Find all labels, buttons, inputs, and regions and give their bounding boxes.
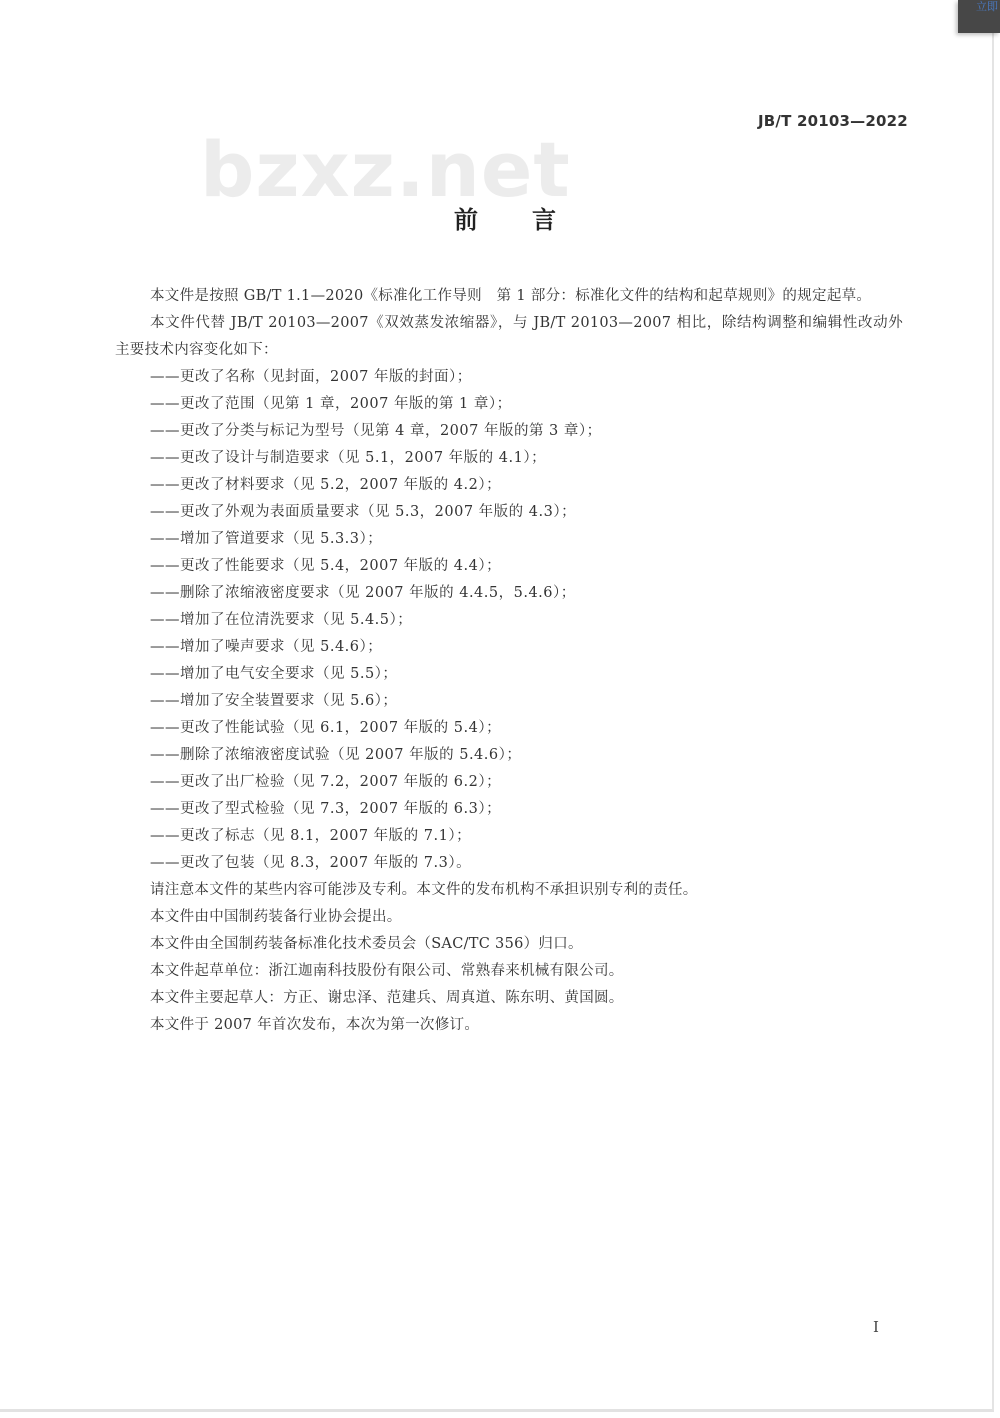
proposer-statement: 本文件由中国制药装备行业协会提出。 [150, 909, 402, 925]
revision-history: 本文件于 2007 年首次发布，本次为第一次修订。 [150, 1017, 480, 1033]
change-item: ——更改了性能试验（见 6.1，2007 年版的 5.4）； [150, 720, 502, 736]
title-char-1: 前 [454, 206, 478, 234]
patent-notice: 请注意本文件的某些内容可能涉及专利。本文件的发布机构不承担识别专利的责任。 [150, 882, 698, 898]
drafters: 本文件主要起草人：方正、谢忠泽、范建兵、周真道、陈东明、黄国圆。 [150, 990, 624, 1006]
foreword-body [115, 283, 903, 1039]
intro-paragraph: 本文件代替 JB/T 20103—2007《双效蒸发浓缩器》，与 JB/T 20103—2007 相比，除结构调整和编辑性改动外主要技术内容变化如下： [115, 315, 903, 358]
watermark: bzxz.net [200, 125, 571, 214]
change-item: ——增加了电气安全要求（见 5.5）； [150, 666, 398, 682]
change-item: ——更改了型式检验（见 7.3，2007 年版的 6.3）； [150, 801, 502, 817]
change-item: ——更改了出厂检验（见 7.2，2007 年版的 6.2）； [150, 774, 502, 790]
corner-action-label: 立即 [976, 0, 998, 13]
change-item: ——增加了管道要求（见 5.3.3）； [150, 531, 383, 547]
change-item: ——增加了在位清洗要求（见 5.4.5）； [150, 612, 413, 628]
change-item: ——删除了浓缩液密度试验（见 2007 年版的 5.4.6）； [150, 747, 522, 763]
title-char-2: 言 [532, 206, 556, 234]
change-item: ——更改了外观为表面质量要求（见 5.3，2007 年版的 4.3）； [150, 504, 577, 520]
change-item: ——更改了范围（见第 1 章，2007 年版的第 1 章）； [150, 396, 512, 412]
page-title [454, 200, 556, 235]
intro-paragraph: 本文件是按照 GB/T 1.1—2020《标准化工作导则 第 1 部分：标准化文件的结构和起草规则》的规定起草。 [150, 288, 872, 304]
document-number: JB/T 20103—2022 [758, 112, 908, 130]
drafting-units: 本文件起草单位：浙江迦南科技股份有限公司、常熟春来机械有限公司。 [150, 963, 624, 979]
committee-statement: 本文件由全国制药装备标准化技术委员会（SAC/TC 356）归口。 [150, 936, 583, 952]
change-item: ——更改了包装（见 8.3，2007 年版的 7.3）。 [150, 855, 472, 871]
change-item: ——更改了名称（见封面，2007 年版的封面）； [150, 369, 472, 385]
change-item: ——更改了设计与制造要求（见 5.1，2007 年版的 4.1）； [150, 450, 547, 466]
change-item: ——更改了标志（见 8.1，2007 年版的 7.1）； [150, 828, 472, 844]
change-item: ——删除了浓缩液密度要求（见 2007 年版的 4.4.5，5.4.6）； [150, 585, 576, 601]
corner-action-button[interactable] [958, 0, 1000, 33]
change-item: ——增加了噪声要求（见 5.4.6）； [150, 639, 383, 655]
change-item: ——更改了材料要求（见 5.2，2007 年版的 4.2）； [150, 477, 502, 493]
change-item: ——增加了安全装置要求（见 5.6）； [150, 693, 398, 709]
change-item: ——更改了性能要求（见 5.4，2007 年版的 4.4）； [150, 558, 502, 574]
page-number: I [873, 1318, 879, 1336]
change-item: ——更改了分类与标记为型号（见第 4 章，2007 年版的第 3 章）； [150, 423, 602, 439]
